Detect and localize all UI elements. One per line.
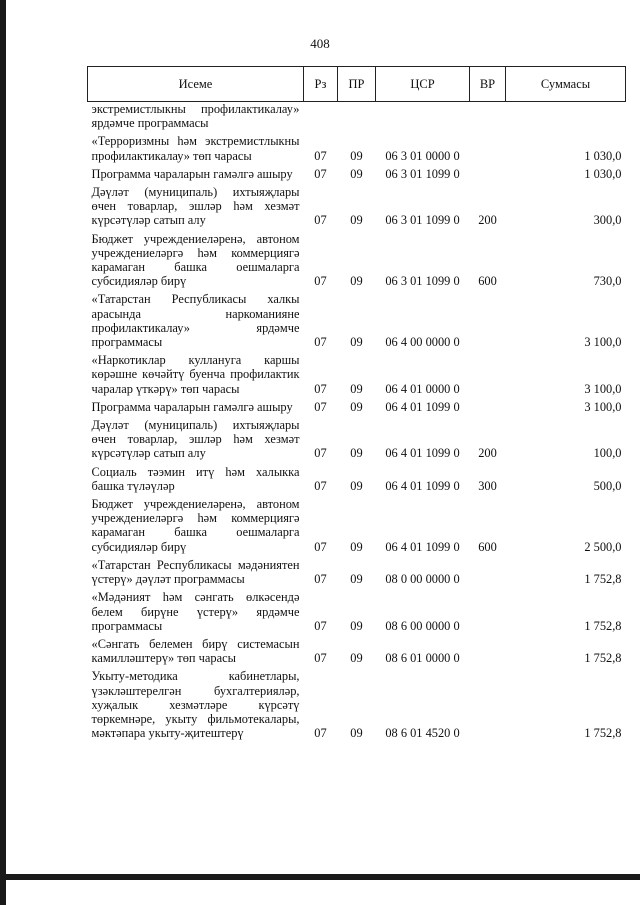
column-header-name: Исеме: [88, 67, 304, 102]
row-vr: [470, 292, 506, 353]
row-csr: 06 3 01 1099 0: [385, 213, 460, 228]
row-name: «Татарстан Республикасы мәдәниятен үстерү» дәүләт программасы: [91, 557, 300, 587]
row-sum: [506, 102, 626, 135]
row-pr: 09: [350, 213, 363, 228]
row-sum: 1 752,8: [584, 726, 622, 741]
column-header-rz: Рз: [304, 67, 338, 102]
column-header-pr: ПР: [338, 67, 376, 102]
row-vr: 600: [478, 539, 497, 554]
table-row: [88, 418, 626, 465]
row-vr: [470, 400, 506, 418]
row-rz: 07: [314, 618, 327, 633]
row-vr: [470, 669, 506, 744]
row-name: «Мәдәният һәм сәнгать өлкәсендә белем бирүне үстерү» ярдәмче программасы: [91, 590, 300, 633]
row-csr: 08 6 00 0000 0: [385, 618, 460, 633]
row-pr: 09: [350, 572, 363, 587]
row-sum: 500,0: [593, 478, 622, 493]
row-rz: 07: [314, 381, 327, 396]
row-name: Укыту-методика кабинетлары, үзәкләштерелгән бухгалтерияләр, хуҗалык хезмәтләре күрсәтү төркемнәре, укыту фильмотекалары, мәктәпара укыту-җитештерү: [91, 669, 300, 741]
row-rz: 07: [314, 478, 327, 493]
row-csr: 06 3 01 1099 0: [385, 166, 460, 181]
row-pr: [338, 102, 376, 135]
table-row: [88, 669, 626, 744]
row-name: «Терроризмны һәм экстремистлыкны профилактикалау» төп чарасы: [91, 134, 300, 163]
row-rz: 07: [314, 274, 327, 289]
table-header: [88, 67, 626, 102]
row-vr: [470, 102, 506, 135]
row-sum: 2 500,0: [584, 539, 622, 554]
row-vr: [470, 637, 506, 669]
table-row: [88, 465, 626, 497]
row-vr: [470, 558, 506, 590]
row-pr: 09: [350, 446, 363, 461]
row-rz: 07: [314, 213, 327, 228]
row-pr: 09: [350, 726, 363, 741]
table-row: [88, 167, 626, 185]
row-pr: 09: [350, 166, 363, 181]
row-name: Бюджет учреждениеләренә, автоном учреждениеләргә һәм коммерциягә карамаган башка оешмаларга субсидияләр бирү: [91, 497, 300, 554]
row-sum: 1 752,8: [584, 618, 622, 633]
row-csr: 06 4 01 0000 0: [385, 381, 460, 396]
row-rz: 07: [314, 726, 327, 741]
row-rz: 07: [314, 446, 327, 461]
row-rz: 07: [314, 335, 327, 350]
row-name: Дәүләт (муниципаль) ихтыяҗлары өчен товарлар, эшләр һәм хезмәт күрсәтүләр сатып алу: [91, 185, 300, 228]
column-header-csr: ЦСР: [376, 67, 470, 102]
table-row: [88, 497, 626, 558]
row-pr: 09: [350, 651, 363, 666]
scan-edge-left: [0, 0, 6, 905]
row-vr: 200: [478, 446, 497, 461]
column-header-sum: Суммасы: [506, 67, 626, 102]
column-header-vr: ВР: [470, 67, 506, 102]
row-csr: 06 3 01 0000 0: [385, 148, 460, 163]
row-rz: 07: [314, 539, 327, 554]
table-row: [88, 353, 626, 400]
scan-edge-bottom: [0, 874, 640, 880]
row-name: Дәүләт (муниципаль) ихтыяҗлары өчен товарлар, эшләр һәм хезмәт күрсәтүләр сатып алу: [91, 418, 300, 461]
table-row: [88, 590, 626, 637]
table-row: [88, 232, 626, 293]
row-sum: 3 100,0: [584, 399, 622, 414]
row-csr: 08 6 01 0000 0: [385, 651, 460, 666]
row-rz: 07: [314, 572, 327, 587]
row-sum: 730,0: [593, 274, 622, 289]
table-row: [88, 558, 626, 590]
row-csr: 06 3 01 1099 0: [385, 274, 460, 289]
row-pr: 09: [350, 274, 363, 289]
row-pr: 09: [350, 399, 363, 414]
row-vr: 200: [478, 213, 497, 228]
row-sum: 1 030,0: [584, 148, 622, 163]
row-rz: [304, 102, 338, 135]
row-rz: 07: [314, 399, 327, 414]
table-row: [88, 637, 626, 669]
row-csr: 08 6 01 4520 0: [385, 726, 460, 741]
row-vr: 300: [478, 478, 497, 493]
row-pr: 09: [350, 335, 363, 350]
row-pr: 09: [350, 539, 363, 554]
row-sum: 1 030,0: [584, 166, 622, 181]
row-name: «Сәнгать белемен бирү системасын камилләштерү» төп чарасы: [91, 636, 300, 666]
table-row: [88, 400, 626, 418]
row-sum: 3 100,0: [584, 381, 622, 396]
table-body: [88, 102, 626, 745]
row-vr: [470, 353, 506, 400]
row-csr: 06 4 01 1099 0: [385, 446, 460, 461]
row-sum: 300,0: [593, 213, 622, 228]
row-csr: 08 0 00 0000 0: [385, 572, 460, 587]
table-row: [88, 292, 626, 353]
row-rz: 07: [314, 166, 327, 181]
row-vr: [470, 134, 506, 166]
row-name: Программа чараларын гамәлгә ашыру: [91, 399, 293, 414]
row-csr: 06 4 01 1099 0: [385, 478, 460, 493]
row-csr: [376, 102, 470, 135]
row-name: Бюджет учреждениеләренә, автоном учреждениеләргә һәм коммерциягә карамаган башка оешмаларга субсидияләр бирү: [91, 231, 300, 289]
row-name: «Татарстан Республикасы халкы арасында наркоманияне профилактикалау» ярдәмче программасы: [91, 292, 300, 350]
budget-table: [87, 66, 626, 744]
table-row: [88, 185, 626, 232]
row-pr: 09: [350, 148, 363, 163]
row-sum: 1 752,8: [584, 572, 622, 587]
row-name: Социаль тәэмин итү һәм халыкка башка түләүләр: [91, 464, 300, 493]
row-name: Программа чараларын гамәлгә ашыру: [91, 166, 293, 181]
header-row: [88, 67, 626, 102]
table-row: [88, 134, 626, 166]
row-pr: 09: [350, 478, 363, 493]
page-number: 408: [310, 36, 330, 51]
row-sum: 3 100,0: [584, 335, 622, 350]
row-rz: 07: [314, 651, 327, 666]
table-row: [88, 102, 626, 135]
row-name: «Наркотиклар куллануга каршы көрәшне көчәйтү буенча профилактик чаралар үткәрү» төп чарасы: [91, 353, 300, 396]
row-csr: 06 4 01 1099 0: [385, 539, 460, 554]
row-csr: 06 4 01 1099 0: [385, 399, 460, 414]
row-vr: [470, 167, 506, 185]
row-sum: 1 752,8: [584, 651, 622, 666]
row-name: экстремистлыкны профилактикалау» ярдәмче программасы: [91, 102, 300, 131]
row-sum: 100,0: [593, 446, 622, 461]
row-vr: 600: [478, 274, 497, 289]
row-rz: 07: [314, 148, 327, 163]
row-pr: 09: [350, 381, 363, 396]
row-vr: [470, 590, 506, 637]
row-pr: 09: [350, 618, 363, 633]
row-csr: 06 4 00 0000 0: [385, 335, 460, 350]
